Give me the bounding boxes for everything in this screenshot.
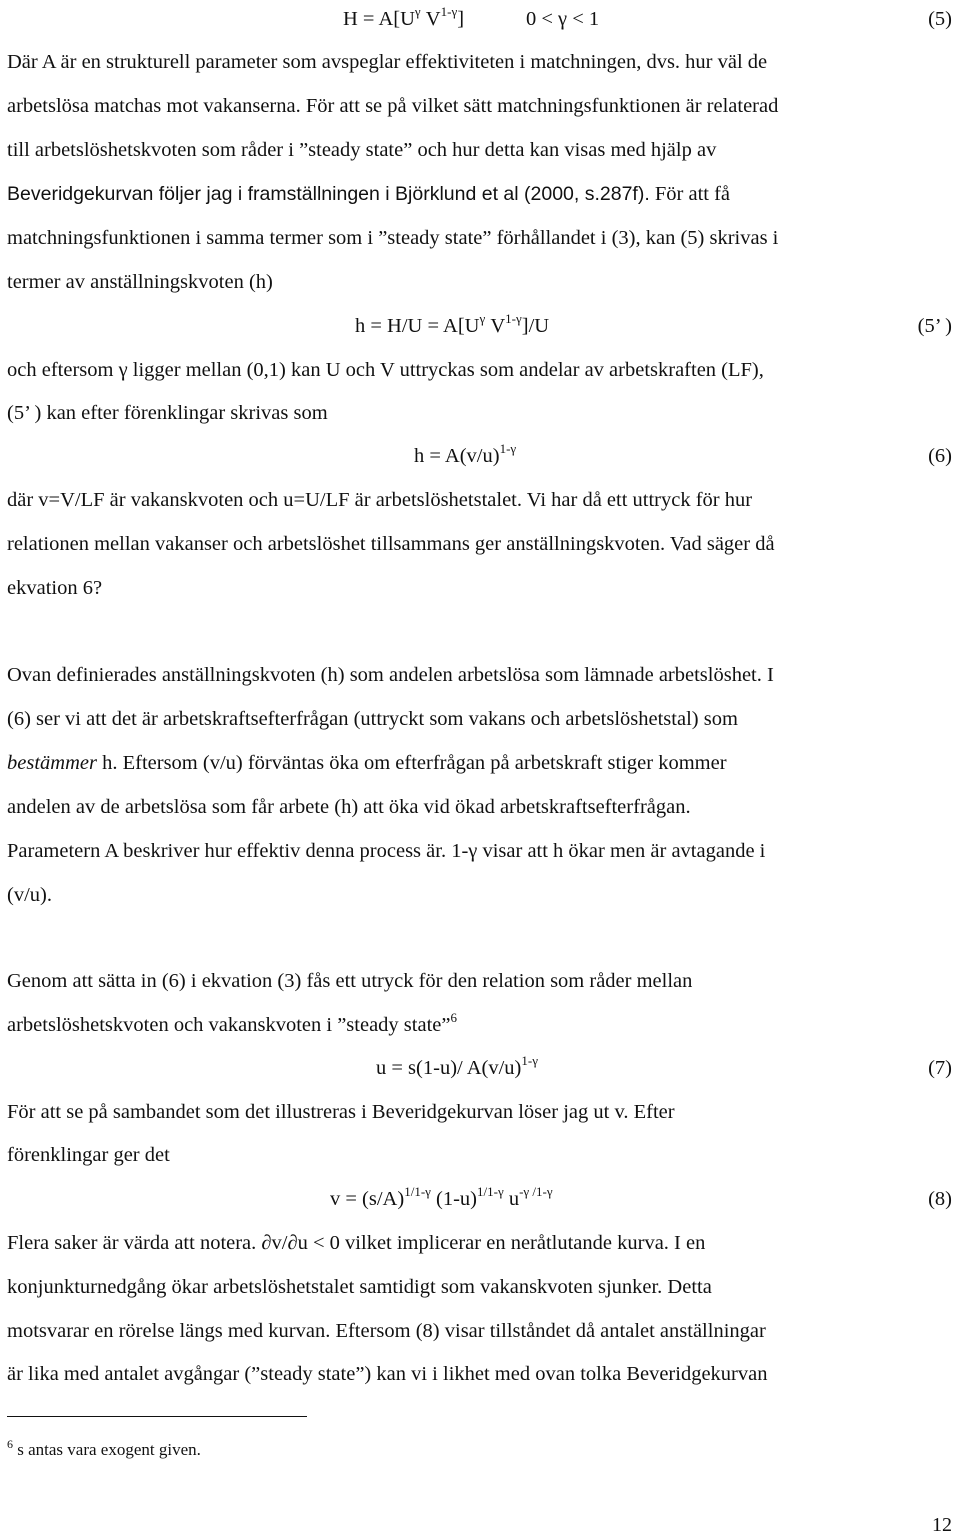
equation-5-prime: $h = H/U = A[U^\gamma$ $V^{1-\gamma}]/U$ xyxy=(355,311,550,337)
footnote xyxy=(7,1437,201,1460)
para2-line2: (5’ ) kan efter förenklingar skrivas som xyxy=(7,402,328,424)
para1-line3: till arbetslöshetskvoten som råder i ”steady state” och hur detta kan visas med hjälp av xyxy=(7,139,717,161)
footnote-divider xyxy=(7,1416,307,1417)
para2-line1: och eftersom γ ligger mellan (0,1) kan U och V uttryckas som andelar av arbetskraften (LF), xyxy=(7,359,764,381)
equation-7-number: (7) xyxy=(928,1057,952,1079)
para6-line1: För att se på sambandet som det illustreras i Beveridgekurvan löser jag ut v. Efter xyxy=(7,1101,675,1123)
para4-line2: (6) ser vi att det är arbetskraftsefterfrågan (uttryckt som vakans och arbetslöshetstal) som xyxy=(7,708,738,730)
para7-line2: konjunkturnedgång ökar arbetslöshetstalet samtidigt som vakanskvoten sjunker. Detta xyxy=(7,1276,712,1298)
para4-line5: Parametern A beskriver hur effektiv denna process är. 1-γ visar att h ökar men är avtagande i xyxy=(7,840,766,862)
para7-line4: är lika med antalet avgångar (”steady state”) kan vi i likhet med ovan tolka Beveridgekurvan xyxy=(7,1363,768,1385)
para7-line1: Flera saker är värda att notera. ∂v/∂u < 0 vilket implicerar en neråtlutande kurva. I en xyxy=(7,1232,706,1254)
equation-8-number: (8) xyxy=(928,1188,952,1210)
equation-5-number: (5) xyxy=(928,8,952,30)
emphasis-text: bestämmer xyxy=(7,752,97,774)
para1-line2: arbetslösa matchas mot vakanserna. För att se på vilket sätt matchningsfunktionen är relaterad xyxy=(7,95,779,117)
equation-6-number: (6) xyxy=(928,445,952,467)
para3-line3: ekvation 6? xyxy=(7,577,103,599)
para3-line2: relationen mellan vakanser och arbetslöshet tillsammans ger anställningskvoten. Vad säger då xyxy=(7,533,775,555)
para4-line1: Ovan definierades anställningskvoten (h) som andelen arbetslösa som lämnade arbetslöshet. I xyxy=(7,664,774,686)
para6-line2: förenklingar ger det xyxy=(7,1144,170,1166)
para4-line3: bestämmer h. Eftersom (v/u) förväntas öka om efterfrågan på arbetskraft stiger kommer xyxy=(7,752,727,774)
page-number: 12 xyxy=(932,1514,952,1536)
citation-text: Beveridgekurvan följer jag i framställningen i Björklund et al (2000, s.287f). xyxy=(7,183,650,205)
para3-line1: där v=V/LF är vakanskvoten och u=U/LF är arbetslöshetstalet. Vi har då ett uttryck för hur xyxy=(7,489,753,511)
equation-7: u = s(1-u)/ $A(v/u)^{1-\gamma}$ xyxy=(376,1053,538,1079)
footnote-marker: 6 xyxy=(450,1010,457,1025)
para1-line6: termer av anställningskvoten (h) xyxy=(7,271,273,293)
para4-line4: andelen av de arbetslösa som får arbete (h) att öka vid ökad arbetskraftsefterfrågan. xyxy=(7,796,691,818)
equation-6: $h = A(v/u)^{1-\gamma}$ xyxy=(414,441,517,467)
equation-5-prime-number: (5’ ) xyxy=(917,315,952,337)
footnote-text: s antas vara exogent given. xyxy=(13,1440,201,1459)
equation-5: $H = A[U^\gamma$ $V^{1-\gamma}$] xyxy=(343,4,465,30)
para5-line1: Genom att sätta in (6) i ekvation (3) fås ett utryck för den relation som råder mellan xyxy=(7,970,693,992)
equation-8: $v = (s/A)^{1/1-\gamma}$ $(1-u)^{1/1-\gamma}$ $u^{-\gamma /1-\gamma}$ xyxy=(330,1184,553,1210)
para4-line6: (v/u). xyxy=(7,884,52,906)
para7-line3: motsvarar en rörelse längs med kurvan. Eftersom (8) visar tillståndet då antalet anställningar xyxy=(7,1320,766,1342)
para1-line5: matchningsfunktionen i samma termer som i ”steady state” förhållandet i (3), kan (5) skrivas i xyxy=(7,227,779,249)
para5-line2: arbetslöshetskvoten och vakanskvoten i ”steady state”$^6$ xyxy=(7,1010,457,1036)
para1-line4: Beveridgekurvan följer jag i framställningen i Björklund et al (2000, s.287f). För att få xyxy=(7,183,731,205)
footnote-number: 6 xyxy=(7,1437,13,1451)
para1-line1: Där A är en strukturell parameter som avspeglar effektiviteten i matchningen, dvs. hur väl de xyxy=(7,51,768,73)
equation-5-condition: 0 < γ < 1 xyxy=(526,8,600,30)
